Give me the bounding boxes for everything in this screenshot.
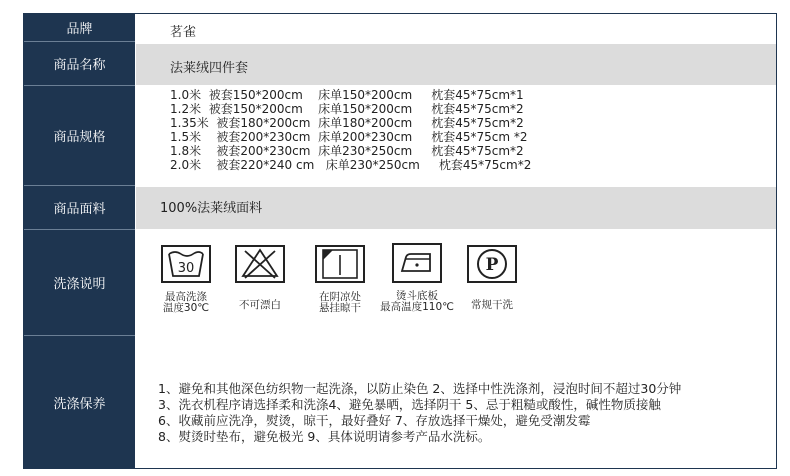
- no-bleach-caption: 不可漂白: [239, 299, 281, 311]
- brand-value: 茗雀: [170, 25, 197, 40]
- iron-110-icon: [392, 243, 442, 283]
- dry-clean-icon: [467, 245, 517, 283]
- spec-line-3: 1.35米 被套180*200cm 床单180*200cm 枕套45*75cm*2: [170, 116, 524, 130]
- spec-line-1: 1.0米 被套150*200cm 床单150*200cm 枕套45*75cm*1: [170, 88, 524, 102]
- wash-30-caption: 最高洗涤 温度30℃: [162, 291, 210, 314]
- care-label: 洗涤保养: [24, 336, 135, 468]
- care-line-1: 1、避免和其他深色纺织物一起洗涤，以防止染色 2、选择中性洗涤剂，浸泡时间不超过30分钟: [158, 381, 682, 396]
- dry-clean-caption: 常规干洗: [471, 299, 513, 311]
- svg-text:P: P: [485, 255, 499, 275]
- fabric-value: 100%法莱绒面料: [136, 187, 776, 229]
- care-line-4: 8、熨烫时垫布，避免极光 9、具体说明请参考产品水洗标。: [158, 429, 491, 444]
- product-name-label: 商品名称: [24, 42, 135, 85]
- spec-list: [136, 88, 776, 184]
- care-line-3: 6、收藏前应洗净，熨烫，晾干，最好叠好 7、存放选择干燥处，避免受潮发霉: [158, 413, 591, 428]
- product-name-value: 法莱绒四件套: [136, 44, 776, 85]
- spec-label: 商品规格: [24, 86, 135, 185]
- spec-line-4: 1.5米 被套200*230cm 床单200*230cm 枕套45*75cm *2: [170, 130, 528, 144]
- fabric-label: 商品面料: [24, 186, 135, 229]
- spec-line-5: 1.8米 被套200*230cm 床单230*250cm 枕套45*75cm*2: [170, 144, 524, 158]
- shade-dry-caption: 在阴凉处 悬挂晾干: [319, 291, 361, 314]
- spec-line-6: 2.0米 被套220*240 cm 床单230*250cm 枕套45*75cm*2: [170, 158, 532, 172]
- svg-text:30: 30: [177, 261, 195, 276]
- no-bleach-icon: [235, 245, 285, 283]
- wash-label: 洗涤说明: [24, 230, 135, 335]
- iron-110-caption: 烫斗底板 最高温度110℃: [380, 290, 454, 313]
- wash-30-icon: [161, 245, 211, 283]
- spec-line-2: 1.2米 被套150*200cm 床单150*200cm 枕套45*75cm*2: [170, 102, 524, 116]
- care-instructions: [136, 381, 776, 461]
- shade-dry-icon: [315, 245, 365, 283]
- care-line-2: 3、洗衣机程序请选择柔和洗涤4、避免暴晒，选择阴干 5、忌于粗糙或酸性，碱性物质接触: [158, 397, 661, 412]
- brand-label: 品牌: [24, 14, 135, 41]
